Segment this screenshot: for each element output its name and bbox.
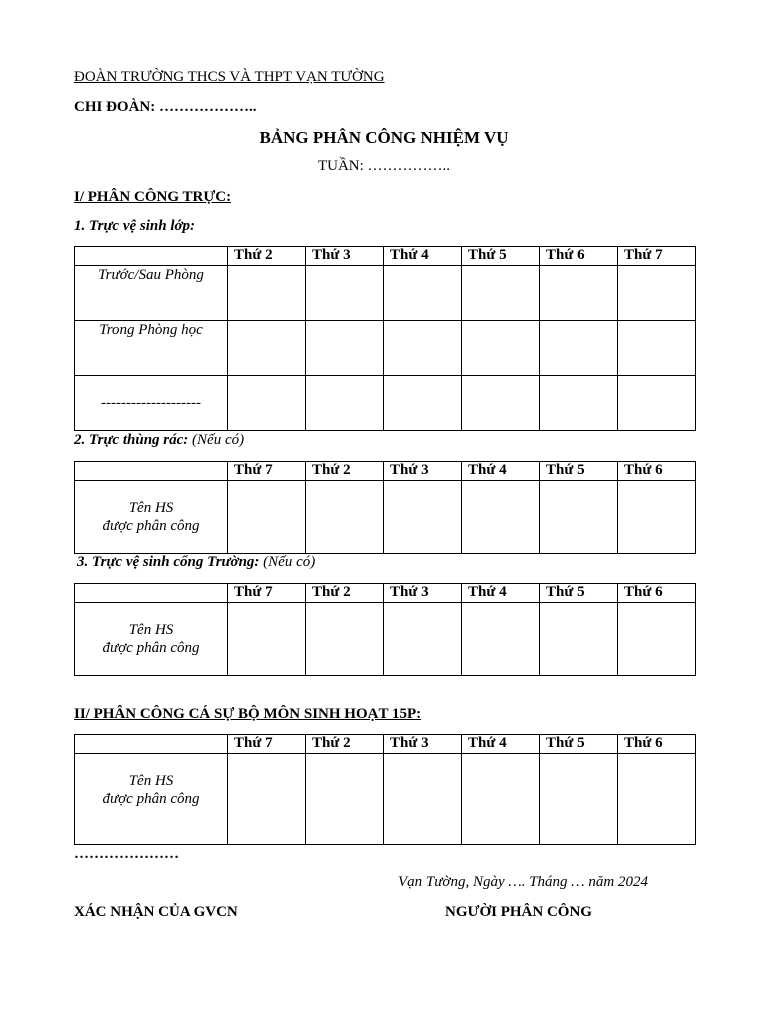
assignment-cell[interactable] xyxy=(462,376,540,431)
assignment-cell[interactable] xyxy=(306,266,384,321)
table3-note: (Nếu có) xyxy=(259,554,316,570)
row-label-line1: Tên HS xyxy=(128,773,174,789)
section2-heading: II/ PHÂN CÔNG CÁ SỰ BỘ MÔN SINH HOẠT 15P: xyxy=(74,706,422,722)
table-row xyxy=(75,481,696,554)
header-empty-cell xyxy=(75,584,228,603)
assignment-cell[interactable] xyxy=(384,481,462,554)
trash-duty-table xyxy=(74,461,696,554)
day-header: Thứ 6 xyxy=(618,584,696,603)
assignment-cell[interactable] xyxy=(228,603,306,676)
assignment-cell[interactable] xyxy=(228,481,306,554)
table-row xyxy=(75,266,696,321)
day-header: Thứ 2 xyxy=(306,462,384,481)
table2-heading: 2. Trực thùng rác: xyxy=(74,432,189,448)
assignment-cell[interactable] xyxy=(618,603,696,676)
day-header: Thứ 7 xyxy=(228,735,306,754)
assignment-cell[interactable] xyxy=(462,481,540,554)
table-header-row xyxy=(75,462,696,481)
class-cleaning-table xyxy=(74,246,696,431)
day-header: Thứ 5 xyxy=(540,735,618,754)
day-header: Thứ 3 xyxy=(384,462,462,481)
row-label: Trước/Sau Phòng xyxy=(75,266,228,321)
gvcn-confirmation-label: XÁC NHẬN CỦA GVCN xyxy=(74,904,238,920)
row-label xyxy=(75,603,228,676)
assignment-cell[interactable] xyxy=(618,754,696,845)
day-header: Thứ 4 xyxy=(462,735,540,754)
day-header: Thứ 7 xyxy=(618,247,696,266)
day-header: Thứ 4 xyxy=(384,247,462,266)
assignment-cell[interactable] xyxy=(462,266,540,321)
day-header: Thứ 4 xyxy=(462,462,540,481)
day-header: Thứ 7 xyxy=(228,462,306,481)
assignment-cell[interactable] xyxy=(228,754,306,845)
row-label-line2: được phân công xyxy=(102,518,200,534)
table-header-row xyxy=(75,584,696,603)
footer-dots: ………………… xyxy=(74,846,179,862)
row-label xyxy=(75,754,228,845)
assignment-cell[interactable] xyxy=(618,321,696,376)
assignment-cell[interactable] xyxy=(462,603,540,676)
header-empty-cell xyxy=(75,735,228,754)
week-line: TUẦN: …………….. xyxy=(317,158,451,174)
row-label-line1: Tên HS xyxy=(128,500,174,516)
assignment-cell[interactable] xyxy=(540,376,618,431)
day-header: Thứ 5 xyxy=(462,247,540,266)
table3-heading-line xyxy=(77,554,315,571)
day-header: Thứ 5 xyxy=(540,462,618,481)
day-header: Thứ 6 xyxy=(618,735,696,754)
assignment-cell[interactable] xyxy=(462,321,540,376)
assignment-cell[interactable] xyxy=(228,321,306,376)
assignment-cell[interactable] xyxy=(540,481,618,554)
assignment-cell[interactable] xyxy=(384,376,462,431)
assignment-cell[interactable] xyxy=(306,321,384,376)
day-header: Thứ 2 xyxy=(228,247,306,266)
day-header: Thứ 5 xyxy=(540,584,618,603)
assignment-cell[interactable] xyxy=(540,603,618,676)
row-label xyxy=(75,481,228,554)
table-header-row xyxy=(75,247,696,266)
assignment-cell[interactable] xyxy=(540,266,618,321)
assignment-cell[interactable] xyxy=(540,754,618,845)
assignment-cell[interactable] xyxy=(384,321,462,376)
day-header: Thứ 3 xyxy=(384,584,462,603)
table2-note: (Nếu có) xyxy=(188,432,245,448)
row-label: Trong Phòng học xyxy=(75,321,228,376)
table3-heading: 3. Trực vệ sinh cổng Trường: xyxy=(77,554,260,570)
section1-heading: I/ PHÂN CÔNG TRỰC: xyxy=(74,189,232,205)
header-empty-cell xyxy=(75,462,228,481)
table-row xyxy=(75,376,696,431)
table2-heading-line xyxy=(74,432,244,449)
assignment-cell[interactable] xyxy=(618,376,696,431)
day-header: Thứ 7 xyxy=(228,584,306,603)
day-header: Thứ 4 xyxy=(462,584,540,603)
assignment-cell[interactable] xyxy=(306,754,384,845)
assignment-cell[interactable] xyxy=(462,754,540,845)
branch-line: CHI ĐOÀN: ……………….. xyxy=(74,99,257,115)
assignment-cell[interactable] xyxy=(384,266,462,321)
day-header: Thứ 6 xyxy=(618,462,696,481)
day-header: Thứ 3 xyxy=(384,735,462,754)
assignment-cell[interactable] xyxy=(228,266,306,321)
row-label-line2: được phân công xyxy=(102,791,200,807)
day-header: Thứ 6 xyxy=(540,247,618,266)
assignment-cell[interactable] xyxy=(228,376,306,431)
assignment-cell[interactable] xyxy=(618,481,696,554)
page-title: BẢNG PHÂN CÔNG NHIỆM VỤ xyxy=(259,128,509,147)
row-label-line2: được phân công xyxy=(102,640,200,656)
day-header: Thứ 2 xyxy=(306,584,384,603)
assignment-cell[interactable] xyxy=(618,266,696,321)
assignment-cell[interactable] xyxy=(306,376,384,431)
table-row xyxy=(75,754,696,845)
assignment-cell[interactable] xyxy=(384,603,462,676)
assignment-cell[interactable] xyxy=(384,754,462,845)
row-label: -------------------- xyxy=(75,376,228,431)
assignment-cell[interactable] xyxy=(540,321,618,376)
date-line: Vạn Tường, Ngày …. Tháng … năm 2024 xyxy=(398,874,648,890)
table-row xyxy=(75,321,696,376)
assigner-label: NGƯỜI PHÂN CÔNG xyxy=(445,904,592,920)
table-row xyxy=(75,603,696,676)
subject-activity-table xyxy=(74,734,696,845)
day-header: Thứ 2 xyxy=(306,735,384,754)
header-empty-cell xyxy=(75,247,228,266)
assignment-cell[interactable] xyxy=(306,603,384,676)
school-gate-cleaning-table xyxy=(74,583,696,676)
row-label-line1: Tên HS xyxy=(128,622,174,638)
assignment-cell[interactable] xyxy=(306,481,384,554)
table1-heading: 1. Trực vệ sinh lớp: xyxy=(74,218,196,234)
school-name: ĐOÀN TRƯỜNG THCS VÀ THPT VẠN TƯỜNG xyxy=(74,69,385,85)
table-header-row xyxy=(75,735,696,754)
day-header: Thứ 3 xyxy=(306,247,384,266)
